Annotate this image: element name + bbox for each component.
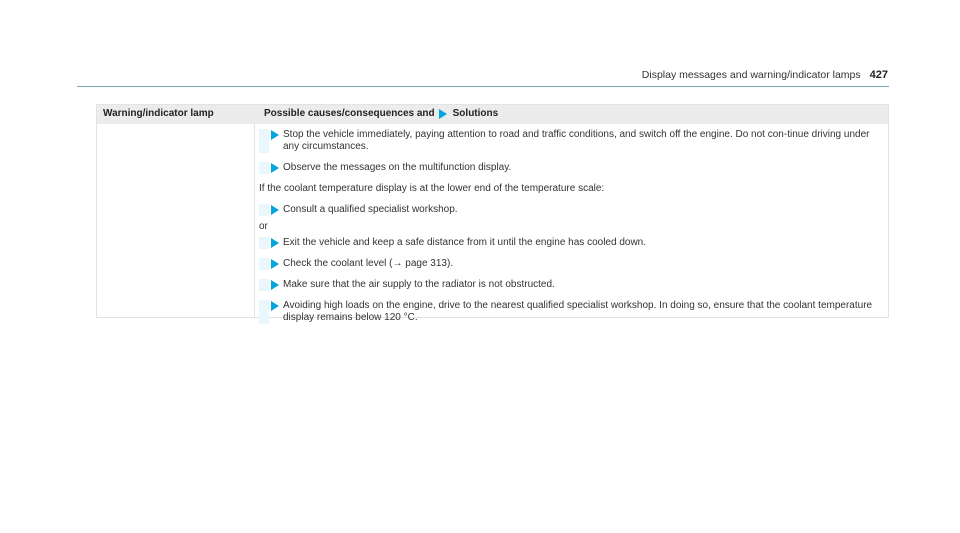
- column-divider: [254, 124, 255, 317]
- arrow-right-icon: [271, 130, 279, 140]
- step-text: Exit the vehicle and keep a safe distance from it until the engine has cooled down.: [283, 237, 647, 248]
- col-header-causes: [264, 108, 498, 119]
- step-bar: [259, 204, 269, 216]
- arrow-right-icon: [271, 238, 279, 248]
- step-text: Observe the messages on the multifunction display.: [283, 162, 512, 173]
- table-header-row: [97, 105, 888, 124]
- or-text: or: [259, 221, 268, 232]
- col-header-causes-text: Possible causes/consequences and: [264, 108, 435, 119]
- col-header-lamp: Warning/indicator lamp: [103, 108, 214, 119]
- arrow-right-icon: [271, 163, 279, 173]
- step-text: Avoiding high loads on the engine, drive to the nearest qualified specialist workshop. In doing so, ensure that the coolant temperature display remains below 120 °C.: [283, 300, 873, 323]
- arrow-right-icon: [439, 109, 447, 119]
- step-item: [259, 162, 884, 174]
- step-item: [259, 258, 884, 270]
- step-item: [259, 204, 884, 216]
- running-header: [642, 69, 888, 81]
- arrow-right-icon: [271, 301, 279, 311]
- header-title: Display messages and warning/indicator lamps: [641, 69, 861, 81]
- table-body-cell: [259, 129, 884, 333]
- arrow-right-icon: [271, 205, 279, 215]
- warning-table: [96, 104, 889, 323]
- step-text: Check the coolant level (→ page 313).: [283, 258, 454, 269]
- step-bar: [259, 162, 269, 174]
- header-rule: [77, 86, 889, 87]
- step-text: Stop the vehicle immediately, paying attention to road and traffic conditions, and switch off the engine. Do not con-tinue driving under any circumstances.: [283, 129, 870, 152]
- step-text: Make sure that the air supply to the radiator is not obstructed.: [283, 279, 555, 290]
- page-number: 427: [869, 69, 888, 81]
- arrow-right-icon: [271, 280, 279, 290]
- step-item: [259, 300, 884, 324]
- condition-text: If the coolant temperature display is at the lower end of the temperature scale:: [259, 183, 605, 194]
- col-header-solutions-text: Solutions: [452, 108, 499, 119]
- arrow-right-icon: [271, 259, 279, 269]
- step-item: [259, 237, 884, 249]
- step-bar: [259, 129, 269, 153]
- step-bar: [259, 237, 269, 249]
- step-item: [259, 129, 884, 153]
- step-text: Consult a qualified specialist workshop.: [283, 204, 458, 215]
- step-bar: [259, 279, 269, 291]
- step-item: [259, 279, 884, 291]
- step-bar: [259, 258, 269, 270]
- step-bar: [259, 300, 269, 324]
